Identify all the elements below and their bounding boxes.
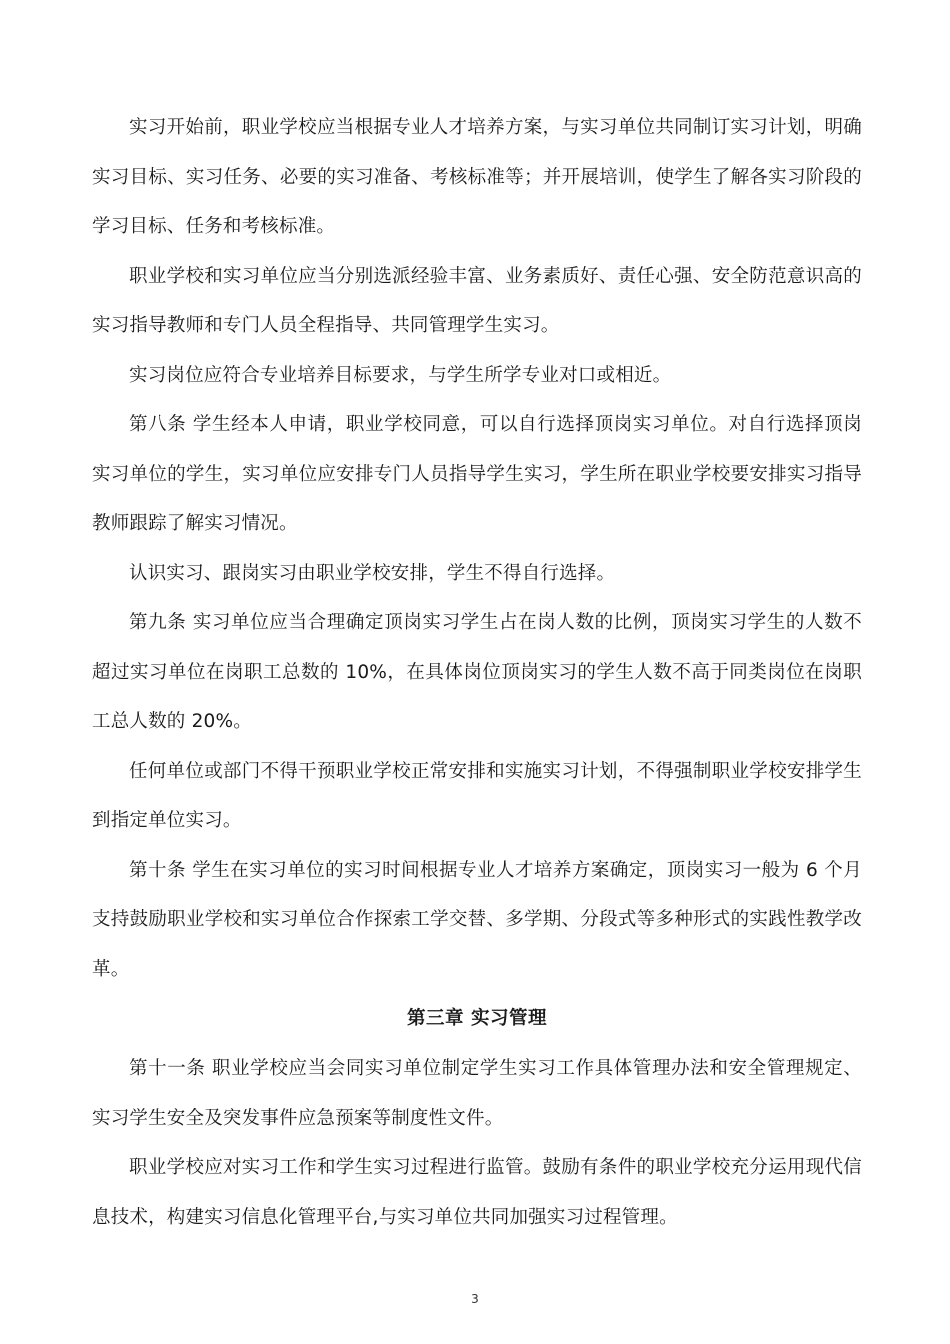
paragraph-school-arranged: 认识实习、跟岗实习由职业学校安排，学生不得自行选择。 <box>129 562 616 584</box>
paragraph-internship-plan: 实习开始前，职业学校应当根据专业人才培养方案，与实习单位共同制订实习计划，明确实习目标、实习任务、必要的实习准备、考核标准等；并开展培训，使学生了解各实习阶段的学习目标、任务和考核标准。 <box>92 117 862 237</box>
paragraph-article-11: 第十一条 职业学校应当会同实习单位制定学生实习工作具体管理办法和安全管理规定、实习学生安全及突发事件应急预案等制度性文件。 <box>92 1058 862 1129</box>
page-number: 3 <box>471 1292 479 1306</box>
paragraph-article-9: 第九条 实习单位应当合理确定顶岗实习学生占在岗人数的比例，顶岗实习学生的人数不超过实习单位在岗职工总数的 10%，在具体岗位顶岗实习的学生人数不高于同类岗位在岗职工总人数的 20%。 <box>92 612 862 732</box>
chapter-heading: 第三章 实习管理 <box>407 1008 547 1029</box>
paragraph-instructors: 职业学校和实习单位应当分别选派经验丰富、业务素质好、责任心强、安全防范意识高的实习指导教师和专门人员全程指导、共同管理学生实习。 <box>92 265 862 336</box>
paragraph-supervision: 职业学校应对实习工作和学生实习过程进行监管。鼓励有条件的职业学校充分运用现代信息技术，构建实习信息化管理平台,与实习单位共同加强实习过程管理。 <box>92 1157 862 1228</box>
paragraph-article-10: 第十条 学生在实习单位的实习时间根据专业人才培养方案确定，顶岗实习一般为 6 个月支持鼓励职业学校和实习单位合作探索工学交替、多学期、分段式等多种形式的实践性教学改革。 <box>92 859 862 980</box>
document-body <box>92 103 862 1242</box>
paragraph-article-8: 第八条 学生经本人申请，职业学校同意，可以自行选择顶岗实习单位。对自行选择顶岗实习单位的学生，实习单位应安排专门人员指导学生实习，学生所在职业学校要安排实习指导教师跟踪了解实习情况。 <box>92 414 862 534</box>
paragraph-post-match: 实习岗位应符合专业培养目标要求，与学生所学专业对口或相近。 <box>129 364 672 386</box>
paragraph-no-interference: 任何单位或部门不得干预职业学校正常安排和实施实习计划，不得强制职业学校安排学生到指定单位实习。 <box>92 760 862 831</box>
